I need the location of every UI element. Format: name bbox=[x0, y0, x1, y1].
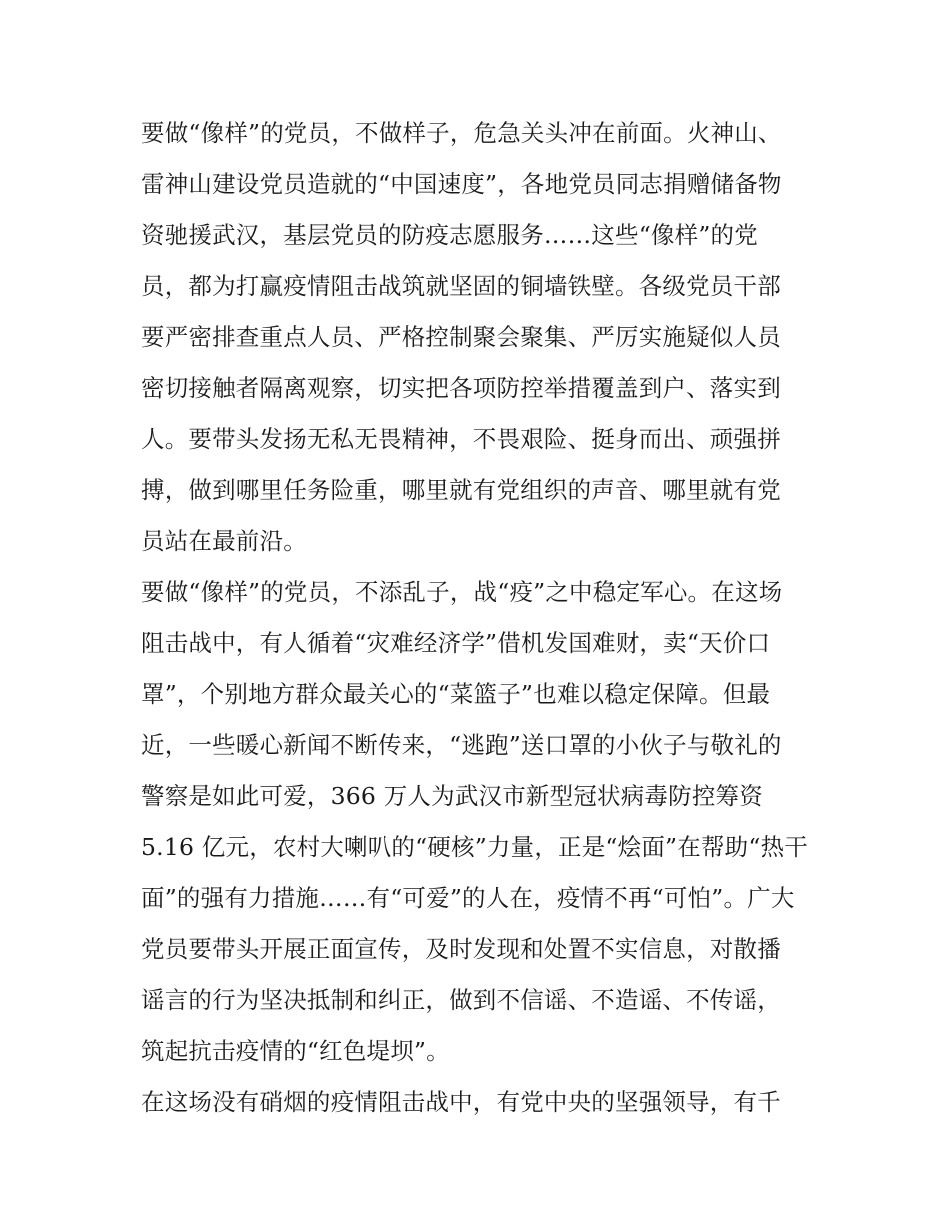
paragraph-2-line: 党员要带头开展正面宣传，及时发现和处置不实信息，对散播 bbox=[141, 935, 781, 963]
paragraph-2-line: 筑起抗击疫情的“红色堤坝”。 bbox=[141, 1037, 450, 1065]
paragraph-1-line: 资驰援武汉，基层党员的防疫志愿服务……这些“像样”的党 bbox=[141, 221, 758, 249]
paragraph-1-line: 雷神山建设党员造就的“中国速度”，各地党员同志捐赠储备物 bbox=[141, 170, 782, 198]
paragraph-2-line: 罩”，个别地方群众最关心的“菜篮子”也难以稳定保障。但最 bbox=[141, 680, 771, 708]
paragraph-1-line: 员站在最前沿。 bbox=[141, 527, 307, 555]
paragraph-2-line: 警察是如此可爱，366 万人为武汉市新型冠状病毒防控筹资 bbox=[141, 782, 763, 810]
paragraph-1-line: 搏，做到哪里任务险重，哪里就有党组织的声音、哪里就有党 bbox=[141, 476, 781, 504]
paragraph-2-line: 要做“像样”的党员，不添乱子，战“疫”之中稳定军心。在这场 bbox=[141, 578, 783, 606]
paragraph-1-line: 人。要带头发扬无私无畏精神，不畏艰险、挺身而出、顽强拼 bbox=[141, 425, 781, 453]
paragraph-2-line: 5.16 亿元，农村大喇叭的“硬核”力量，正是“烩面”在帮助“热干 bbox=[141, 833, 808, 861]
paragraph-2-line: 谣言的行为坚决抵制和纠正，做到不信谣、不造谣、不传谣， bbox=[141, 986, 781, 1014]
body-text bbox=[141, 108, 821, 1128]
paragraph-1-line: 要做“像样”的党员，不做样子，危急关头冲在前面。火神山、 bbox=[141, 119, 782, 147]
paragraph-1-line: 要严密排查重点人员、严格控制聚会聚集、严厉实施疑似人员 bbox=[141, 323, 781, 351]
paragraph-3-line: 在这场没有硝烟的疫情阻击战中，有党中央的坚强领导，有千 bbox=[141, 1088, 781, 1116]
paragraph-2-line: 近，一些暖心新闻不断传来，“逃跑”送口罩的小伙子与敬礼的 bbox=[141, 731, 782, 759]
paragraph-2-line: 面”的强有力措施……有“可爱”的人在，疫情不再“可怕”。广大 bbox=[141, 884, 795, 912]
paragraph-1-line: 员，都为打赢疫情阻击战筑就坚固的铜墙铁壁。各级党员干部 bbox=[141, 272, 781, 300]
paragraph-1-line: 密切接触者隔离观察，切实把各项防控举措覆盖到户、落实到 bbox=[141, 374, 781, 402]
paragraph-2-line: 阻击战中，有人循着“灾难经济学”借机发国难财，卖“天价口 bbox=[141, 629, 771, 657]
